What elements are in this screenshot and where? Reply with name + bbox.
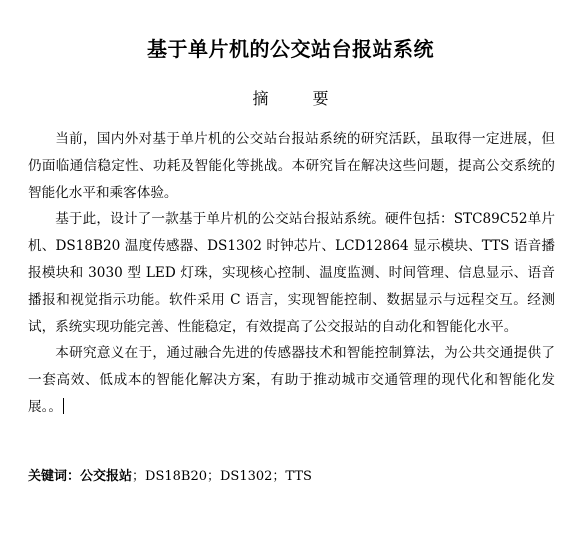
text-cursor [63, 398, 65, 414]
abstract-paragraph-2: 基于此，设计了一款基于单片机的公交站台报站系统。硬件包括：STC89C52单片机、DS18B20 温度传感器、DS1302 时钟芯片、LCD12864 显示模块、TTS 语音播报模块和 3030 型 LED 灯珠，实现核心控制、温度监测、时间管理、信息显示、语音播报和视觉指示功能。软件采用 C 语言，实现智能控制、数据显示与远程交互。经测试，系统实现功能完善、性能稳定，有效提高了公交报站的自动化和智能化水平。 [28, 211, 555, 335]
page-title: 基于单片机的公交站台报站系统 [147, 37, 434, 61]
keywords-label: 关键词： [28, 469, 81, 484]
abstract-paragraph-1: 当前，国内外对基于单片机的公交站台报站系统的研究活跃，虽取得一定进展，但仍面临通信稳定性、功耗及智能化等挑战。本研究旨在解决这些问题，提高公交系统的智能化水平和乘客体验。 [28, 131, 555, 201]
keyword-bus-announcement: 公交报站 [80, 469, 133, 484]
keywords-line [28, 464, 555, 490]
abstract-body[interactable] [28, 126, 555, 421]
abstract-paragraph-3 [28, 340, 555, 420]
keywords-rest: ；DS18B20；DS1302；TTS [132, 469, 312, 484]
abstract-paragraph-3-text: 本研究意义在于，通过融合先进的传感器技术和智能控制算法，为公共交通提供了一套高效、低成本的智能化解决方案，有助于推动城市交通管理的现代化和智能化发展。。 [28, 345, 555, 415]
abstract-heading: 摘 要 [252, 89, 343, 108]
